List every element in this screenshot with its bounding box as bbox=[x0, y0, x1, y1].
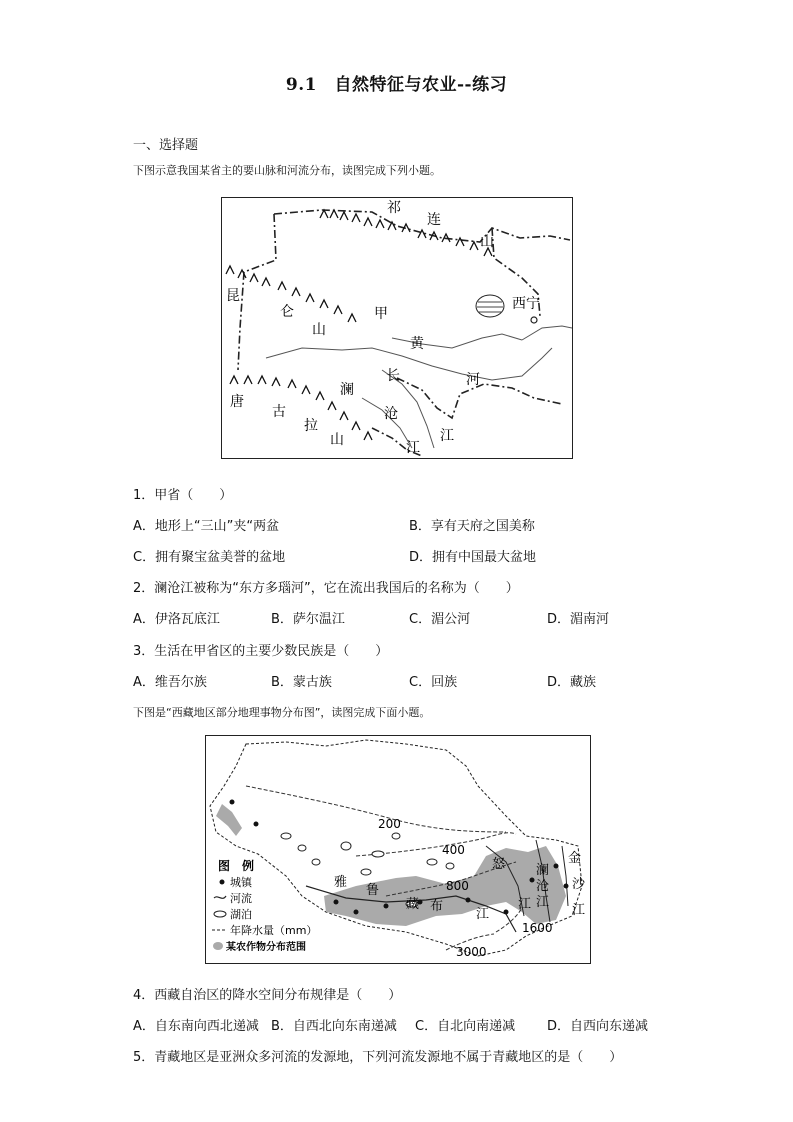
river-huanghe-east bbox=[522, 326, 572, 340]
q3-option-d[interactable]: D．藏族 bbox=[547, 675, 597, 690]
province-boundary-west bbox=[238, 214, 276, 370]
legend-crop-icon bbox=[213, 942, 223, 950]
tibet-map bbox=[205, 735, 591, 964]
map1-label-lian: 连 bbox=[427, 212, 441, 228]
province-map bbox=[221, 197, 573, 459]
map1-label-chang: 长 bbox=[386, 368, 400, 384]
map2-label-jiang: 江 bbox=[476, 907, 490, 922]
crop-area bbox=[324, 846, 566, 926]
intro-text-1: 下图示意我国某省主的要山脉和河流分布，读图完成下列小题。 bbox=[133, 164, 441, 177]
map1-label-huang: 黄 bbox=[410, 336, 424, 352]
intro-text-2: 下图是“西藏地区部分地理事物分布图”，读图完成下面小题。 bbox=[133, 706, 431, 719]
q4-option-c[interactable]: C．自北向南递减 bbox=[415, 1019, 516, 1034]
river-huanghe bbox=[266, 348, 552, 380]
map1-label-shan3: 山 bbox=[330, 432, 344, 448]
isohyet-200 bbox=[246, 786, 506, 832]
q3-option-b[interactable]: B．蒙古族 bbox=[271, 675, 332, 690]
map1-label-kun: 昆 bbox=[226, 288, 240, 304]
map2-label-sha: 沙 bbox=[572, 877, 586, 892]
map1-label-shan2: 山 bbox=[312, 322, 326, 338]
question-5: 5．青藏地区是亚洲众多河流的发源地，下列河流发源地不属于青藏地区的是（ ） bbox=[133, 1050, 623, 1065]
map2-label-cang: 沧 bbox=[536, 879, 550, 894]
map1-label-gu: 古 bbox=[272, 404, 286, 420]
isohyet-label-400: 400 bbox=[442, 843, 465, 857]
q4-option-b[interactable]: B．自西北向东南递减 bbox=[271, 1019, 397, 1034]
q3-option-c[interactable]: C．回族 bbox=[409, 675, 458, 690]
legend-rain: 年降水量（mm） bbox=[230, 924, 318, 937]
map2-label-lu: 鲁 bbox=[366, 883, 380, 898]
legend-river-icon bbox=[214, 896, 226, 898]
map1-label-cang: 沧 bbox=[384, 406, 398, 422]
q4-option-a[interactable]: A．自东南向西北递减 bbox=[133, 1019, 259, 1034]
q2-option-d[interactable]: D．湄南河 bbox=[547, 612, 610, 627]
question-3: 3．生活在甲省区的主要少数民族是（ ） bbox=[133, 644, 389, 659]
question-4: 4．西藏自治区的降水空间分布规律是（ ） bbox=[133, 988, 402, 1003]
q4-option-d[interactable]: D．自西向东递减 bbox=[547, 1019, 649, 1034]
map1-label-he: 河 bbox=[466, 372, 480, 388]
map2-legend bbox=[212, 858, 317, 953]
map2-label-jiang2: 江 bbox=[536, 895, 550, 910]
map2-label-bu: 布 bbox=[430, 899, 444, 914]
q2-option-b[interactable]: B．萨尔温江 bbox=[271, 612, 345, 627]
map1-label-jiang2: 江 bbox=[440, 428, 454, 444]
map1-label-la: 拉 bbox=[304, 418, 318, 434]
map1-label-shan1: 山 bbox=[480, 234, 494, 250]
legend-river: 河流 bbox=[230, 892, 252, 905]
q2-option-a[interactable]: A．伊洛瓦底江 bbox=[133, 612, 220, 627]
map2-label-jiang4: 江 bbox=[572, 903, 586, 918]
isohyet-label-200: 200 bbox=[378, 817, 401, 831]
map2-label-zang: 藏 bbox=[406, 897, 420, 912]
question-1: 1．甲省（ ） bbox=[133, 488, 233, 503]
map2-label-ya: 雅 bbox=[334, 875, 348, 890]
q1-option-c[interactable]: C．拥有聚宝盆美誉的盆地 bbox=[133, 550, 286, 565]
legend-crop: 某农作物分布范围 bbox=[226, 942, 306, 953]
province-boundary bbox=[274, 210, 570, 242]
q1-option-d[interactable]: D．拥有中国最大盆地 bbox=[409, 550, 537, 565]
map1-label-jiang1: 江 bbox=[406, 440, 420, 456]
legend-title: 图 例 bbox=[218, 859, 255, 873]
map2-label-nu: 怒 bbox=[492, 857, 506, 872]
map2-label-lan: 澜 bbox=[536, 863, 550, 878]
q1-option-a[interactable]: A．地形上“三山”夹“两盆 bbox=[133, 519, 280, 534]
qinghai-lake bbox=[476, 295, 504, 317]
isohyet-label-800: 800 bbox=[446, 879, 469, 893]
q2-option-c[interactable]: C．湄公河 bbox=[409, 612, 471, 627]
isohyet-label-1600: 1600 bbox=[522, 921, 553, 935]
map2-label-jiang3: 江 bbox=[518, 897, 532, 912]
tibet-map-svg bbox=[206, 736, 590, 963]
isohyet-label-3000: 3000 bbox=[456, 945, 487, 959]
legend-town-icon bbox=[220, 880, 225, 885]
map2-label-jin: 金 bbox=[568, 851, 582, 866]
legend-lake: 湖泊 bbox=[230, 908, 252, 921]
province-map-svg bbox=[222, 198, 572, 458]
map1-label-lan: 澜 bbox=[340, 382, 354, 398]
map1-label-tang: 唐 bbox=[230, 394, 244, 410]
xining-city-icon bbox=[531, 317, 537, 323]
map1-label-lun: 仑 bbox=[280, 304, 294, 320]
question-2: 2．澜沧江被称为“东方多瑙河”，它在流出我国后的名称为（ ） bbox=[133, 581, 519, 596]
map1-label-xining: 西宁 bbox=[512, 296, 540, 312]
legend-town: 城镇 bbox=[230, 876, 252, 889]
q3-option-a[interactable]: A．维吾尔族 bbox=[133, 675, 207, 690]
crop-area-west bbox=[216, 804, 242, 836]
legend-lake-icon bbox=[214, 911, 226, 917]
section-heading: 一、选择题 bbox=[133, 138, 199, 153]
map1-label-jia: 甲 bbox=[374, 306, 388, 322]
q1-option-b[interactable]: B．享有天府之国美称 bbox=[409, 519, 535, 534]
page-title: 9.1 自然特征与农业--练习 bbox=[285, 75, 508, 95]
map1-label-qi: 祁 bbox=[387, 200, 401, 216]
mountain-marks bbox=[226, 210, 492, 440]
